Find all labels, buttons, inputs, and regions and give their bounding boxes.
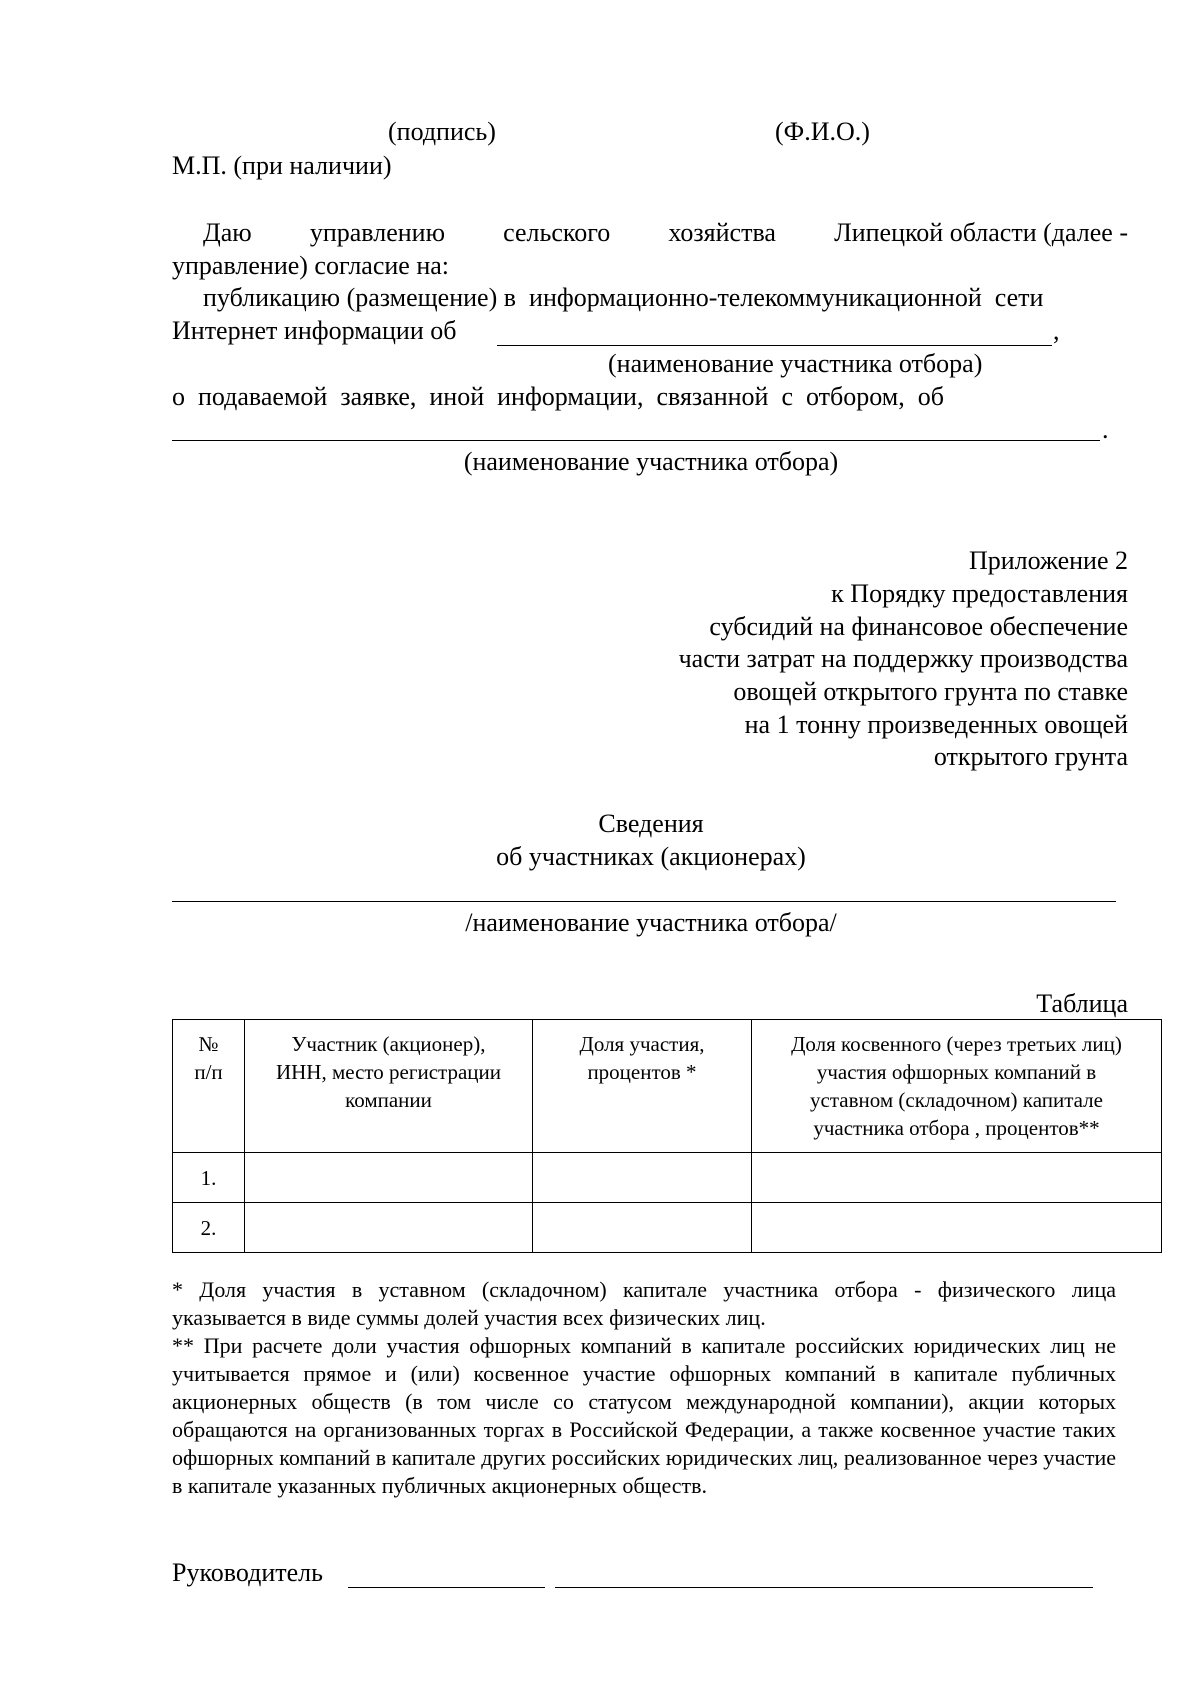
consent-line-5: о подаваемой заявке, иной информации, связанной с отбором, об [172, 382, 944, 411]
appendix-line: Приложение 2 [968, 546, 1128, 575]
participant-name-caption-1: (наименование участника отбора) [608, 349, 983, 378]
footnotes [172, 1276, 1116, 1500]
participant-name-blank-2 [172, 440, 1100, 441]
header-participant: Участник (акционер), ИНН, место регистрации компании [245, 1020, 533, 1153]
footnote-1: * Доля участия в уставном (складочном) капитале участника отбора - физического лица указывается в виде суммы долей участия всех физических лиц. [172, 1277, 1116, 1330]
participant-name-blank-3 [172, 901, 1116, 902]
consent-word: сельского [503, 218, 611, 247]
signature-caption: (подпись) [388, 117, 496, 146]
table-row [173, 1153, 1162, 1203]
participant-cell[interactable] [245, 1203, 533, 1253]
share-cell[interactable] [533, 1153, 752, 1203]
manager-signature-blank[interactable] [348, 1587, 545, 1588]
document-title: Сведения [598, 809, 704, 838]
consent-line-3: публикацию (размещение) в информационно-телекоммуникационной сети [203, 283, 1044, 312]
header-number: № п/п [173, 1020, 245, 1153]
participants-table [172, 1019, 1162, 1253]
row-number: 1. [173, 1153, 245, 1203]
table-header-row [173, 1020, 1162, 1153]
participant-name-blank-1 [497, 345, 1052, 346]
footnote-2: ** При расчете доли участия офшорных компаний в капитале российских юридических лиц не учитывается прямое и (или) косвенное участие офшорных компаний в капитале публичных акционерных обществ (в том числе со статусом международной компании), акции которых обращаются на организованных торгах в Российской Федерации, а также косвенное участие таких офшорных компаний в капитале других российских юридических лиц, реализованное через участие в капитале указанных публичных акционерных обществ. [172, 1333, 1116, 1498]
appendix-line: овощей открытого грунта по ставке [733, 677, 1128, 706]
fio-caption: (Ф.И.О.) [775, 117, 870, 146]
appendix-line: открытого грунта [933, 742, 1128, 771]
row-number: 2. [173, 1203, 245, 1253]
participant-cell[interactable] [245, 1153, 533, 1203]
table-label: Таблица [1036, 989, 1128, 1018]
manager-name-blank[interactable] [555, 1587, 1093, 1588]
offshore-share-cell[interactable] [752, 1153, 1162, 1203]
consent-word: управлению [309, 218, 445, 247]
consent-word: Липецкой области (далее - [834, 218, 1128, 247]
appendix-line: части затрат на поддержку производства [678, 644, 1128, 673]
appendix-line: к Порядку предоставления [831, 579, 1128, 608]
appendix-line: субсидий на финансовое обеспечение [709, 612, 1128, 641]
document-subtitle: об участниках (акционерах) [496, 842, 806, 871]
period: . [1102, 415, 1109, 444]
manager-label: Руководитель [172, 1558, 323, 1587]
header-share: Доля участия, процентов * [533, 1020, 752, 1153]
table-row [173, 1203, 1162, 1253]
header-offshore-share: Доля косвенного (через третьих лиц) участия офшорных компаний в уставном (складочном) капитале участника отбора , процентов** [752, 1020, 1162, 1153]
appendix-line: на 1 тонну произведенных овощей [744, 710, 1128, 739]
consent-word: Даю [203, 218, 252, 247]
consent-line-1 [203, 217, 1128, 249]
consent-line-2: управление) согласие на: [172, 251, 449, 280]
comma: , [1053, 316, 1060, 345]
consent-line-4-prefix: Интернет информации об [172, 316, 457, 345]
share-cell[interactable] [533, 1203, 752, 1253]
offshore-share-cell[interactable] [752, 1203, 1162, 1253]
consent-word: хозяйства [668, 218, 776, 247]
participant-name-caption-2: (наименование участника отбора) [463, 447, 839, 476]
participant-name-caption-3: /наименование участника отбора/ [465, 908, 837, 937]
seal-caption: М.П. (при наличии) [172, 151, 392, 180]
